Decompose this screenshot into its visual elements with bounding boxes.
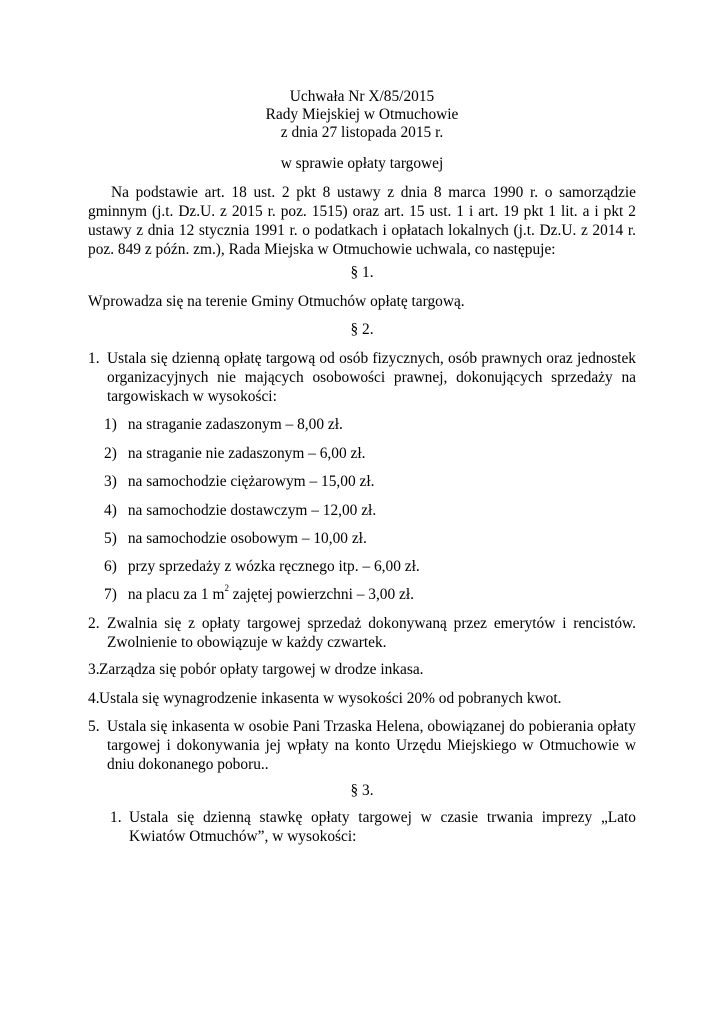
item-text: Ustala się dzienną opłatę targową od osób fizycznych, osób prawnych oraz jednostek organizacyjnych nie mających osobowości prawnej, dokonujących sprzedaży na targowiskach w wysokości:: [107, 350, 636, 405]
section-2-item-4: [88, 689, 636, 708]
resolution-subject: w sprawie opłaty targowej: [280, 155, 444, 172]
rate-number: 4): [104, 502, 117, 519]
item-number: 1.: [88, 350, 100, 367]
resolution-number: Uchwała Nr X/85/2015: [289, 88, 435, 105]
section-3-heading: § 3.: [350, 782, 374, 799]
section-2-item-3: [88, 660, 636, 679]
council-name: Rady Miejskiej w Otmuchowie: [265, 106, 459, 123]
rate-text: na straganie nie zadaszonym – 6,00 zł.: [127, 445, 366, 462]
item-text: Zwalnia się z opłaty targowej sprzedaż dokonywaną przez emerytów i rencistów. Zwolnienie to obowiązuje w każdy czwartek.: [107, 615, 636, 651]
rate-item: [104, 501, 624, 520]
section-3-item-1: [110, 808, 636, 846]
rate-superscript: 2: [224, 583, 229, 593]
rate-item: [104, 529, 624, 548]
item-number: 4.: [88, 690, 100, 707]
rate-text: na samochodzie dostawczym – 12,00 zł.: [127, 502, 377, 519]
section-2-heading: § 2.: [350, 321, 374, 338]
item-text: Ustala się inkasenta w osobie Pani Trzaska Helena, obowiązanej do pobierania opłaty targowej i dokonywania jej wpłaty na konto Urzędu Miejskiego w Otmuchowie w dniu dokonanego poboru..: [107, 718, 636, 773]
rate-text: na straganie zadaszonym – 8,00 zł.: [127, 416, 343, 433]
rate-number: 2): [104, 445, 117, 462]
item-text: Zarządza się pobór opłaty targowej w drodze inkasa.: [99, 661, 424, 678]
rate-item: [104, 415, 624, 434]
rate-item: [104, 444, 624, 463]
rate-number: 5): [104, 530, 117, 547]
item-number: 2.: [88, 615, 100, 632]
rate-number: 1): [104, 416, 117, 433]
rate-text: na samochodzie osobowym – 10,00 zł.: [127, 530, 367, 547]
item-text: Ustala się dzienną stawkę opłaty targowej w czasie trwania imprezy „Lato Kwiatów Otmuchów”, w wysokości:: [129, 809, 636, 845]
rate-text: przy sprzedaży z wózka ręcznego itp. – 6,00 zł.: [127, 558, 420, 575]
section-2-item-2: [88, 614, 636, 652]
rate-text: na samochodzie ciężarowym – 15,00 zł.: [127, 473, 375, 490]
rate-number: 3): [104, 473, 117, 490]
rate-item: [104, 557, 624, 576]
item-number: 1.: [110, 809, 122, 826]
section-1-heading: § 1.: [350, 264, 374, 281]
rate-number: 6): [104, 558, 117, 575]
preamble: Na podstawie art. 18 ust. 2 pkt 8 ustawy z dnia 8 marca 1990 r. o samorządzie gminnym (j.t. Dz.U. z 2015 r. poz. 1515) oraz art. 15 ust. 1 i art. 19 pkt 1 lit. a i pkt 2 ustawy z dnia 12 stycznia 1991 r. o podatkach i opłatach lokalnych (j.t. Dz.U. z 2014 r. poz. 849 z późn. zm.), Rada Miejska w Otmuchowie uchwala, co następuje:: [88, 184, 636, 258]
rate-item: [104, 585, 624, 604]
section-2-item-5: [88, 717, 636, 774]
section-1-text: Wprowadza się na terenie Gminy Otmuchów opłatę targową.: [88, 293, 465, 310]
rate-number: 7): [104, 586, 117, 603]
section-2-item-1: [88, 349, 636, 406]
rate-text-before: na placu za 1 m: [127, 586, 225, 603]
resolution-date: z dnia 27 listopada 2015 r.: [280, 124, 444, 141]
item-number: 3.: [88, 661, 100, 678]
item-number: 5.: [88, 718, 100, 735]
item-text: Ustala się wynagrodzenie inkasenta w wysokości 20% od pobranych kwot.: [99, 690, 562, 707]
rate-item: [104, 472, 624, 491]
rate-text-after: zajętej powierzchni – 3,00 zł.: [228, 586, 414, 603]
